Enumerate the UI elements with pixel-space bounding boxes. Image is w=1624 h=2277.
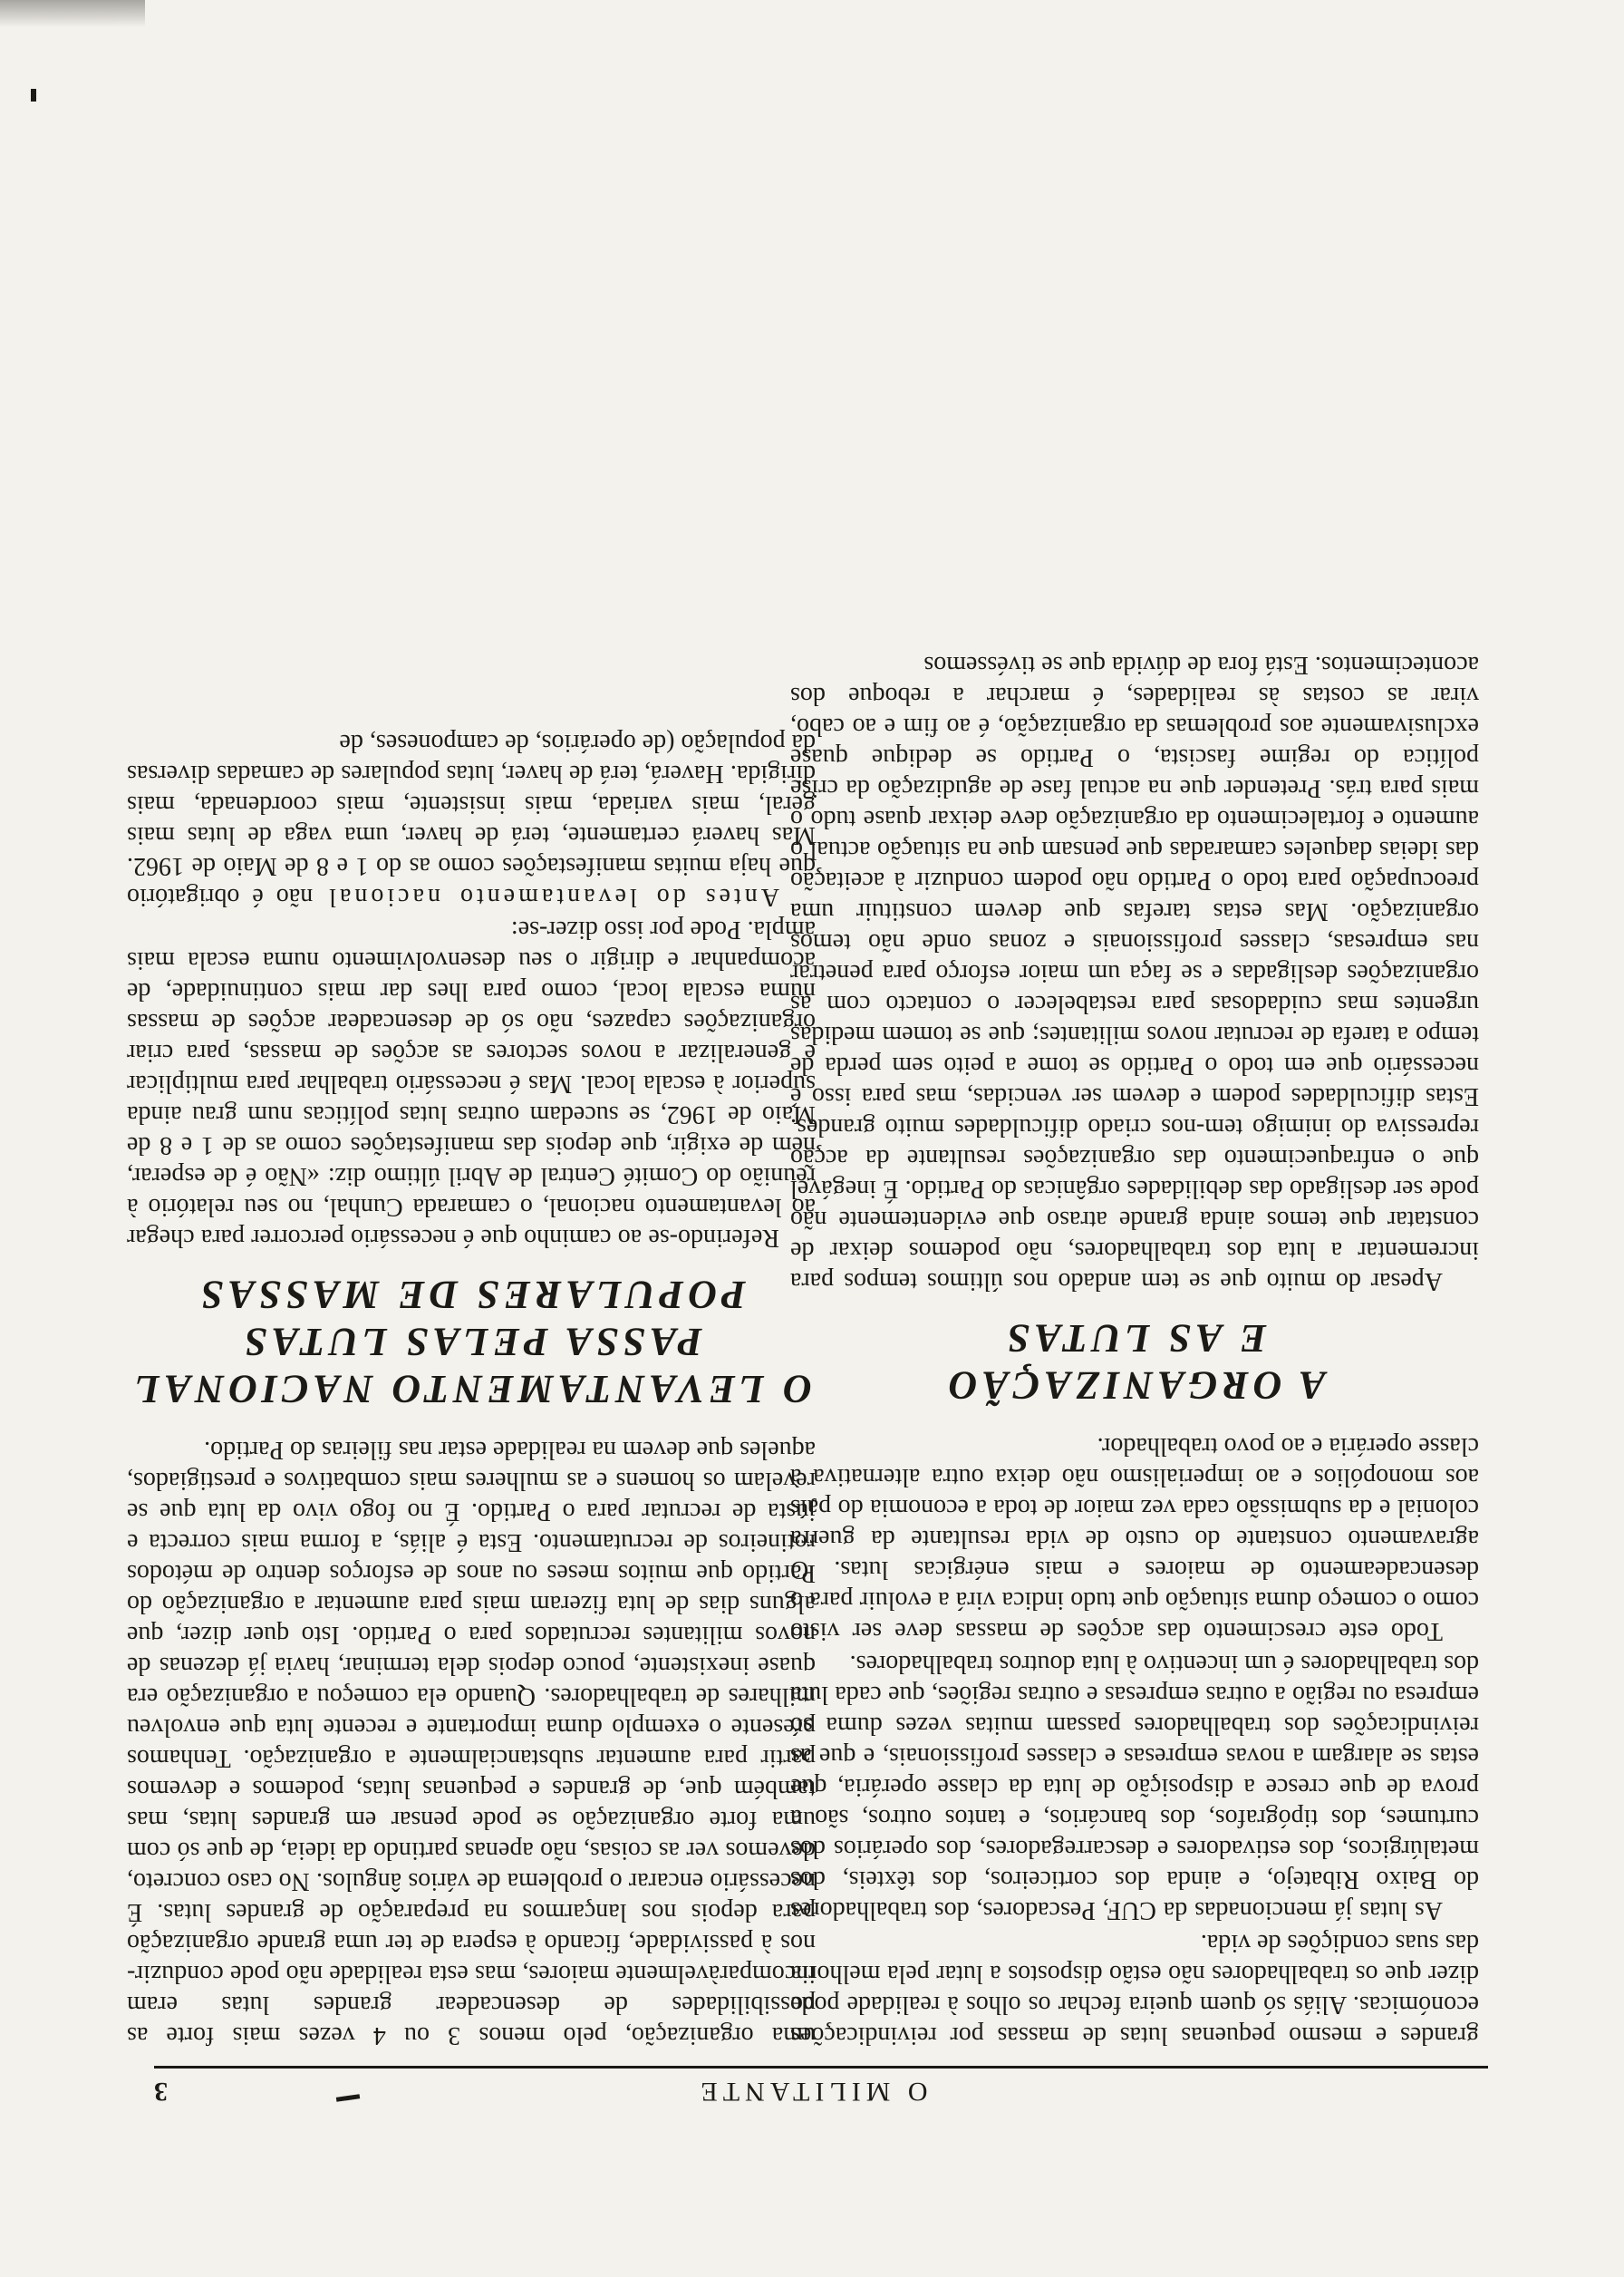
scan-edge-shadow <box>0 0 145 27</box>
heading-line: PASSA PELAS LUTAS <box>240 1320 702 1364</box>
page-number: 3 <box>154 2077 168 2107</box>
section-heading <box>790 1314 1479 1409</box>
journal-title: O MILITANTE <box>695 2077 928 2107</box>
paragraph: uma organização, pelo menos 3 ou 4 vezes mais forte as possibilidades de desencadear grandes lutas eram incomparàvelmente maiores, mas esta realidade não pode conduzir-nos à passividade, ficando à espera de ter uma grande organização para depois nos lançarmos na preparação de grandes lutas. É necessário encarar o problema de vários ângulos. No caso concreto, devemos ver as coisas, não apenas partindo da ideia, de que só com uma forte organização se pode pensar em grandes lutas, mas também que, de grandes e pequenas lutas, podemos e devemos partir para aumentar substancialmente a organização. Tenhamos presente o exemplo duma importante e recente luta que envolveu milhares de trabalhadores. Quando ela começou a organização era quase inexistente, pouco depois dela terminar, havia já dezenas de novos militantes recrutados para o Partido. Isto quer dizer, que alguns dias de luta fizeram mais para aumentar a organização do Partido que muitos meses ou anos de esforços dentro de métodos rotineiros de recrutamento. Esta é aliás, a forma mais correcta e justa de recrutar para o Partido. É no fogo vivo da luta que se revelam os homens e as mulheres mais combativos e prestigiados, aqueles que devem na realidade estar nas fileiras do Partido. <box>127 1436 816 2049</box>
scan-mark <box>31 89 36 102</box>
paragraph: Referindo-se ao caminho que é necessário percorrer para chegar ao levantamento nacional, o camarada Cunhal, no seu relatório à reunião do Comité Central de Abril último diz: «Não é de esperar, nem de exigir, que depois das manifestações como as de 1 e 8 de Maio de 1962, se sucedam outras lutas políticas num grau ainda superior à escala local. Mas é necessário trabalhar para multiplicar e generalizar a novos sectores as acções de massas, para criar organizações capazes, não só de desencadear acções de massas numa escala local, como para lhes dar mais continuidade, de acompanhar e dirigir o seu desenvolvimento numa escala mais ampla. Pode por isso dizer-se: <box>127 916 816 1252</box>
paragraph: Apesar do muito que se tem andado nos últimos tempos para incrementar a luta dos trabalhadores, não podemos deixar de constatar que temos ainda grande atraso que evidentemente não pode ser desligado das debilidades orgânicas do Partido. É inegável que o enfraquecimento das organizações resultante da acção repressiva do inimigo tem-nos criado dificuldades muito grandes. Estas dificuldades podem e devem ser vencidas, mas para isso é necessário que em todo o Partido se tome a peito sem perda de tempo a tarefa de recrutar novos militantes; que se tomem medidas urgentes mas cuidadosas para restabelecer o contacto com as organizações desligadas e se faça um maior esforço para penetrar nas empresas, classes profissionais e zonas onde não temos organização. Mas estas tarefas que devem constituir uma preocupação para todo o Partido não podem conduzir à aceitação das ideias daqueles camaradas que pensam que na situação actual o aumento e fortalecimento da organização deve deixar quase tudo o mais para trás. Pretender que na actual fase de agudização da crise política do regime fascista, o Partido se dedique quase exclusivamente aos problemas da organização, é ao fim e ao cabo, virar as costas às realidades, é marchar a reboque dos acontecimentos. Está fora de dúvida que se tivéssemos <box>790 651 1479 1295</box>
heading-line: E AS LUTAS <box>1002 1316 1267 1361</box>
paragraph-text: não é obrigatório que haja muitas manifestações como as do 1 e 8 de Maio de 1962. Mas haverá certamente, terá de haver, uma vaga de lutas mais geral, mais variada, mais insistente, mais coordenada, mais dirigida. Haverá, terá de haver, lutas populares de camadas diversas da população (de operários, de camponeses, de <box>127 729 816 911</box>
section-heading <box>127 1271 816 1412</box>
heading-line: POPULARES DE MASSAS <box>196 1273 747 1317</box>
left-column <box>790 647 1479 2050</box>
paragraph: As lutas já mencionadas da CUF, Pescadores, dos trabalhadores do Baixo Ribatejo, e ainda dos corticeiros, dos têxteis, dos metalúrgicos, dos estivadores e descarregadores, dos operários dos curtumes, dos tipógrafos, dos bancários, e tantos outros, são a prova de que cresce a disposição de luta da classe operária, que estas se alargam a novas empresas e classes profissionais, e que as reivindicações dos trabalhadores passam muitas vezes duma só empresa ou região a outras empresas e outras regiões, que cada luta dos trabalhadores é um incentivo à luta doutros trabalhadores. <box>790 1650 1479 1924</box>
emphasized-text: Antes do levantamento nacional <box>325 883 779 911</box>
heading-line: O LEVANTAMENTO NACIONAL <box>130 1367 812 1411</box>
paragraph: Todo este crescimento das acções de massas deve ser visto como o começo duma situação que tudo indica virá a evoluir para o desencadeamento de maiores e mais enérgicas lutas. O agravamento constante do custo de vida resultante da guerra colonial e da submissão cada vez maior de toda a economia do país aos monopólios e ao imperialismo não deixa outra alternativa à classe operária e ao povo trabalhador. <box>790 1432 1479 1645</box>
paragraph: grandes e mesmo pequenas lutas de massas por reivindicações económicas. Aliás só quem queira fechar os olhos à realidade pode dizer que os trabalhadores não estão dispostos a lutar pela melhoria das suas condições de vida. <box>790 1929 1479 2049</box>
heading-line: A ORGANIZAÇÃO <box>943 1363 1326 1408</box>
paragraph <box>127 727 816 912</box>
right-column <box>127 725 816 2050</box>
